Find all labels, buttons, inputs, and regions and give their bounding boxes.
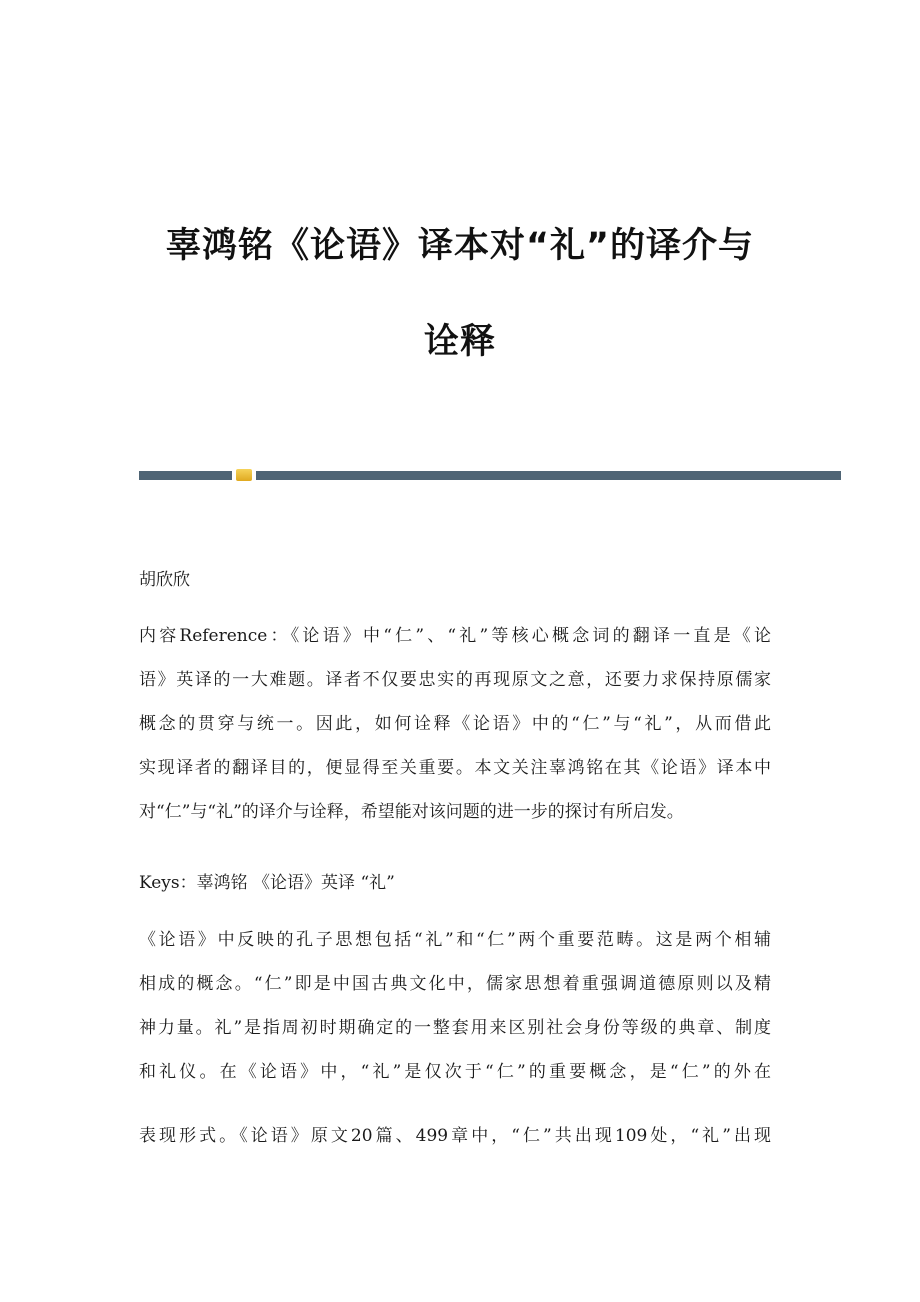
keywords: Keys：辜鸿铭 《论语》英译 “礼”: [139, 873, 395, 893]
body-line: 神力量。礼”是指周初时期确定的一整套用来区别社会身份等级的典章、制度: [139, 1018, 771, 1038]
body-line: 表现形式。《论语》原文20篇、499章中，“仁”共出现109处，“礼”出现: [139, 1126, 771, 1146]
body-line: 相成的概念。“仁”即是中国古典文化中，儒家思想着重强调道德原则以及精: [139, 974, 771, 994]
abstract-line: 对“仁”与“礼”的译介与诠释，希望能对该问题的进一步的探讨有所启发。: [139, 802, 684, 822]
envelope-ornament-icon: [236, 469, 252, 481]
document-title-line-1: 辜鸿铭《论语》译本对“礼”的译介与: [165, 226, 754, 266]
abstract-line: 概念的贯穿与统一。因此，如何诠释《论语》中的“仁”与“礼”，从而借此: [139, 714, 771, 734]
body-line: 《论语》中反映的孔子思想包括“礼”和“仁”两个重要范畴。这是两个相辅: [139, 930, 771, 950]
abstract-line: 语》英译的一大难题。译者不仅要忠实的再现原文之意，还要力求保持原儒家: [139, 670, 771, 690]
document-title-line-2: 诠释: [423, 322, 496, 362]
abstract-line: 内容Reference：《论语》中“仁”、“礼”等核心概念词的翻译一直是《论: [139, 626, 771, 646]
divider-bar-right: [256, 471, 841, 480]
abstract-line: 实现译者的翻译目的，便显得至关重要。本文关注辜鸿铭在其《论语》译本中: [139, 758, 771, 778]
body-line: 和礼仪。在《论语》中，“礼”是仅次于“仁”的重要概念，是“仁”的外在: [139, 1062, 771, 1082]
divider-bar-left: [139, 471, 232, 480]
author-name: 胡欣欣: [139, 570, 190, 590]
